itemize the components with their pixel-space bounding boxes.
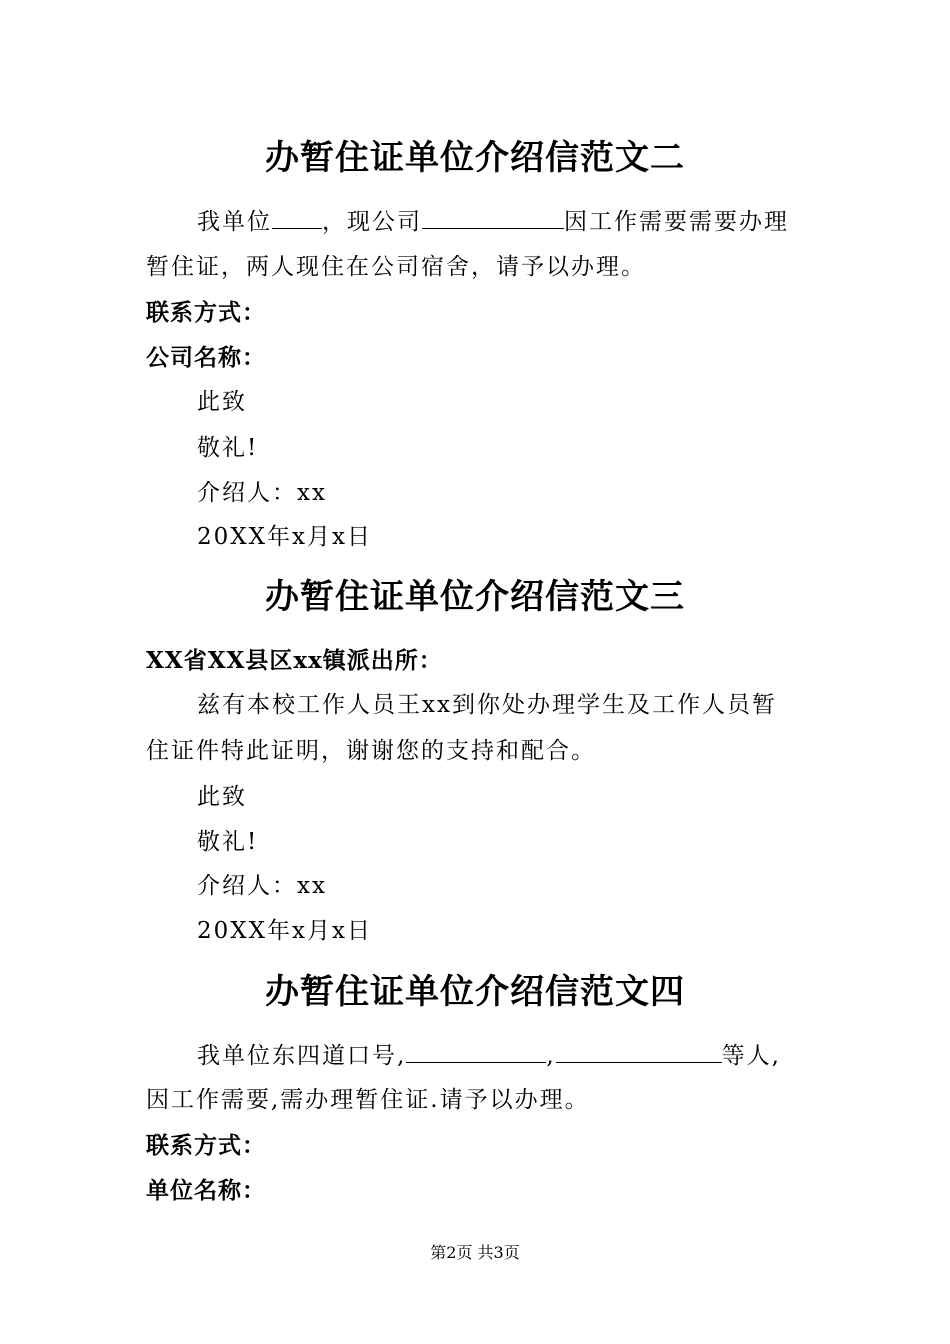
body-line: 暂住证，两人现住在公司宿舍，请予以办理。 [146, 254, 646, 280]
closing-text: 此致 [197, 784, 247, 810]
body-text: 等人, [721, 1043, 781, 1069]
body-text: , [546, 1043, 556, 1069]
body-line [197, 1040, 781, 1071]
addressee-text: XX省XX县区xx镇派出所： [146, 647, 443, 674]
section-title-3: 办暂住证单位介绍信范文三 [265, 577, 685, 617]
fill-blank [272, 206, 322, 229]
body-line: 兹有本校工作人员王xx到你处办理学生及工作人员暂 [197, 692, 777, 718]
closing-text: 此致 [197, 389, 247, 415]
body-text: 因工作需要需要办理 [564, 209, 789, 235]
salute-text: 敬礼! [197, 829, 259, 855]
page-footer: 第2页 共3页 [430, 1243, 520, 1262]
fill-blank [406, 1040, 546, 1063]
body-line: 住证件特此证明，谢谢您的支持和配合。 [146, 738, 596, 764]
body-line [197, 206, 789, 237]
introducer-text: 介绍人：xx [197, 873, 327, 899]
unit-name-label: 单位名称： [146, 1177, 266, 1204]
contact-label: 联系方式： [146, 1132, 266, 1159]
date-text: 20XX年x月x日 [197, 524, 372, 550]
contact-label: 联系方式： [146, 299, 266, 326]
section-title-4: 办暂住证单位介绍信范文四 [265, 972, 685, 1012]
introducer-text: 介绍人：xx [197, 480, 327, 506]
date-text: 20XX年x月x日 [197, 918, 372, 944]
body-text: 我单位 [197, 209, 272, 235]
fill-blank [422, 206, 564, 229]
body-text: ，现公司 [322, 209, 422, 235]
salute-text: 敬礼! [197, 435, 259, 461]
body-line: 因工作需要,需办理暂住证.请予以办理。 [146, 1087, 590, 1113]
section-title-2: 办暂住证单位介绍信范文二 [265, 138, 685, 178]
body-text: 我单位东四道口号, [197, 1043, 407, 1069]
company-name-label: 公司名称： [146, 344, 266, 371]
fill-blank [556, 1040, 722, 1063]
